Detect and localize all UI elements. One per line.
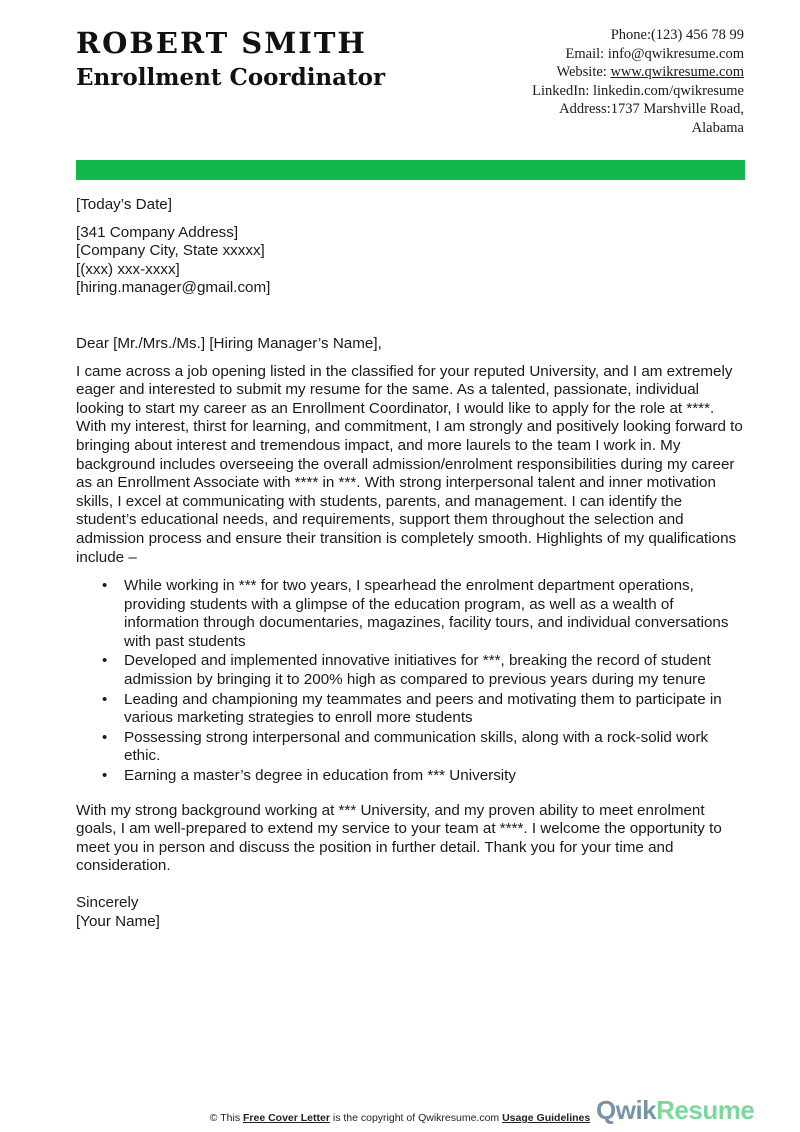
signature: [Your Name] — [76, 912, 160, 930]
recipient-line: [Company City, State xxxxx] — [76, 242, 265, 260]
contact-linkedin: LinkedIn: linkedin.com/qwikresume — [532, 82, 744, 99]
contact-address-line2: Alabama — [691, 119, 744, 136]
contact-email: Email: info@qwikresume.com — [565, 45, 744, 62]
contact-block — [464, 26, 744, 137]
recipient-address — [76, 224, 746, 298]
list-item: • Possessing strong interpersonal and communication skills, along with a rock-solid work ethic. — [124, 729, 746, 766]
list-item: • Leading and championing my teammates and peers and motivating them to participate in various marketing strategies to enroll more students — [124, 691, 746, 728]
contact-phone: Phone:(123) 456 78 99 — [610, 27, 744, 43]
letter-date: [Today’s Date] — [76, 196, 172, 213]
closing-block — [76, 894, 746, 931]
copyright-footer — [0, 1112, 800, 1124]
list-item: • Developed and implemented innovative initiatives for ***, breaking the record of student admission by bringing it to 200% high as compared to previous years during my tenure — [124, 652, 746, 689]
recipient-line: [hiring.manager@gmail.com] — [76, 279, 271, 297]
intro-paragraph: I came across a job opening listed in the classified for your reputed University, and I am extremely eager and interested to submit my resume for the same. As a talented, passionate, individual looking to start my career as an Enrollment Coordinator, I would like to apply for the role at ****. With my interest, thirst for learning, and commitment, I am strongly and positively looking forward to bringing about interest and tremendous impact, and more laurels to the team I work in. My background includes overseeing the overall admission/enrolment responsibilities during my career as an Enrollment Associate with **** in ***. With strong interpersonal talent and inner motivation skills, I excel at communicating with students, parents, and management. I can identify the student’s educational needs, and requirements, support them throughout the selection and admission process and ensure their transition is completely smooth. Highlights of my qualifications include – — [76, 362, 743, 566]
signoff: Sincerely — [76, 894, 139, 911]
recipient-line: [341 Company Address] — [76, 223, 239, 241]
usage-guidelines-link[interactable]: Usage Guidelines — [502, 1112, 591, 1124]
conclusion-paragraph: With my strong background working at *** University, and my proven ability to meet enrolment goals, I am well-prepared to extend my service to your team at ****. I welcome the opportunity to meet you in person and discuss the position in further detail. Thank you for your time and consideration. — [76, 801, 722, 875]
contact-address-line1: Address:1737 Marshville Road, — [559, 101, 744, 117]
accent-divider — [76, 160, 745, 180]
website-label: Website: — [556, 64, 611, 80]
free-cover-letter-link[interactable]: Free Cover Letter — [242, 1112, 330, 1124]
candidate-role: Enrollment Coordinator — [76, 64, 386, 91]
logo-part-qwik: Qwik — [596, 1095, 657, 1125]
recipient-line: [(xxx) xxx-xxxx] — [76, 260, 180, 278]
footer-middle: is the copyright of Qwikresume.com — [329, 1112, 503, 1124]
website-link[interactable]: www.qwikresume.com — [610, 64, 744, 80]
qualifications-list — [76, 577, 746, 786]
letter-body — [76, 196, 746, 931]
logo-part-resume: Resume — [656, 1095, 755, 1125]
list-item: • Earning a master’s degree in education from *** University — [124, 767, 746, 786]
salutation: Dear [Mr./Mrs./Ms.] [Hiring Manager’s Name], — [76, 334, 382, 352]
qwikresume-logo — [596, 1090, 755, 1125]
candidate-name: ROBERT SMITH — [76, 26, 367, 60]
footer-prefix: © This — [209, 1112, 243, 1124]
letter-header — [76, 26, 744, 136]
list-item: • While working in *** for two years, I spearhead the enrolment department operations, providing students with a glimpse of the education program, as well as a wealth of information through documentaries, magazines, facility tours, and individual conversations with past students — [124, 577, 746, 651]
contact-website — [464, 63, 744, 82]
